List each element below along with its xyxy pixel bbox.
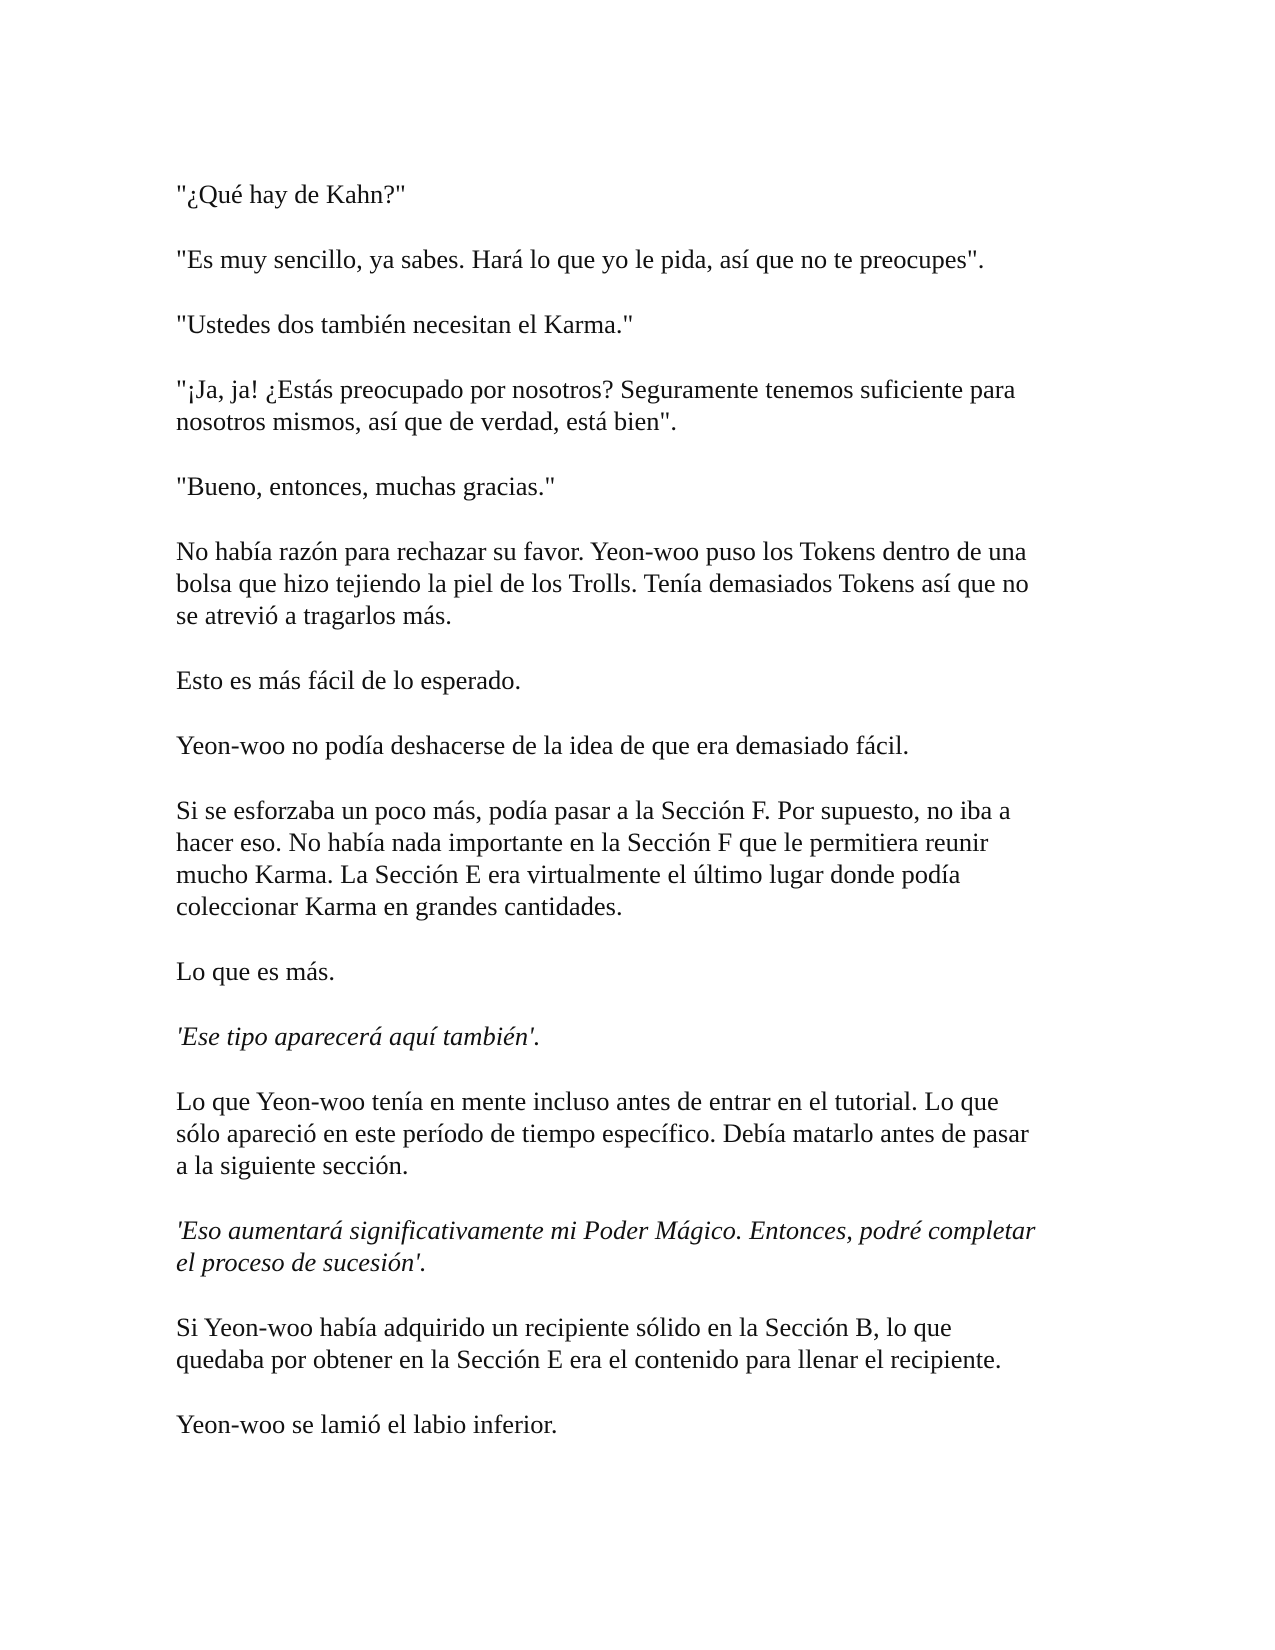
paragraph-13-thought: 'Eso aumentará significativamente mi Poder Mágico. Entonces, podré completar el proceso de sucesión'. [176, 1215, 1036, 1277]
paragraph-9: Si se esforzaba un poco más, podía pasar a la Sección F. Por supuesto, no iba a hacer eso. No había nada importante en la Sección F que le permitiera reunir mucho Karma. La Sección E era virtualmente el último lugar donde podía coleccionar Karma en grandes cantidades. [176, 795, 1011, 921]
paragraph-14: Si Yeon-woo había adquirido un recipiente sólido en la Sección B, lo que quedaba por obtener en la Sección E era el contenido para llenar el recipiente. [176, 1312, 1002, 1374]
document-body [176, 178, 1096, 1473]
paragraph-15: Yeon-woo se lamió el labio inferior. [176, 1409, 558, 1439]
paragraph-7: Esto es más fácil de lo esperado. [176, 665, 522, 695]
paragraph-11-thought: 'Ese tipo aparecerá aquí también'. [176, 1021, 541, 1051]
paragraph-3: "Ustedes dos también necesitan el Karma." [176, 309, 634, 339]
paragraph-12: Lo que Yeon-woo tenía en mente incluso antes de entrar en el tutorial. Lo que sólo apareció en este período de tiempo específico. Debía matarlo antes de pasar a la siguiente sección. [176, 1086, 1029, 1180]
paragraph-4: "¡Ja, ja! ¿Estás preocupado por nosotros? Seguramente tenemos suficiente para nosotros mismos, así que de verdad, está bien". [176, 374, 1016, 436]
paragraph-8: Yeon-woo no podía deshacerse de la idea de que era demasiado fácil. [176, 730, 910, 760]
paragraph-10: Lo que es más. [176, 956, 335, 986]
paragraph-6: No había razón para rechazar su favor. Yeon-woo puso los Tokens dentro de una bolsa que hizo tejiendo la piel de los Trolls. Tenía demasiados Tokens así que no se atrevió a tragarlos más. [176, 536, 1029, 630]
paragraph-2: "Es muy sencillo, ya sabes. Hará lo que yo le pida, así que no te preocupes". [176, 244, 985, 274]
paragraph-1: "¿Qué hay de Kahn?" [176, 179, 406, 209]
paragraph-5: "Bueno, entonces, muchas gracias." [176, 471, 556, 501]
